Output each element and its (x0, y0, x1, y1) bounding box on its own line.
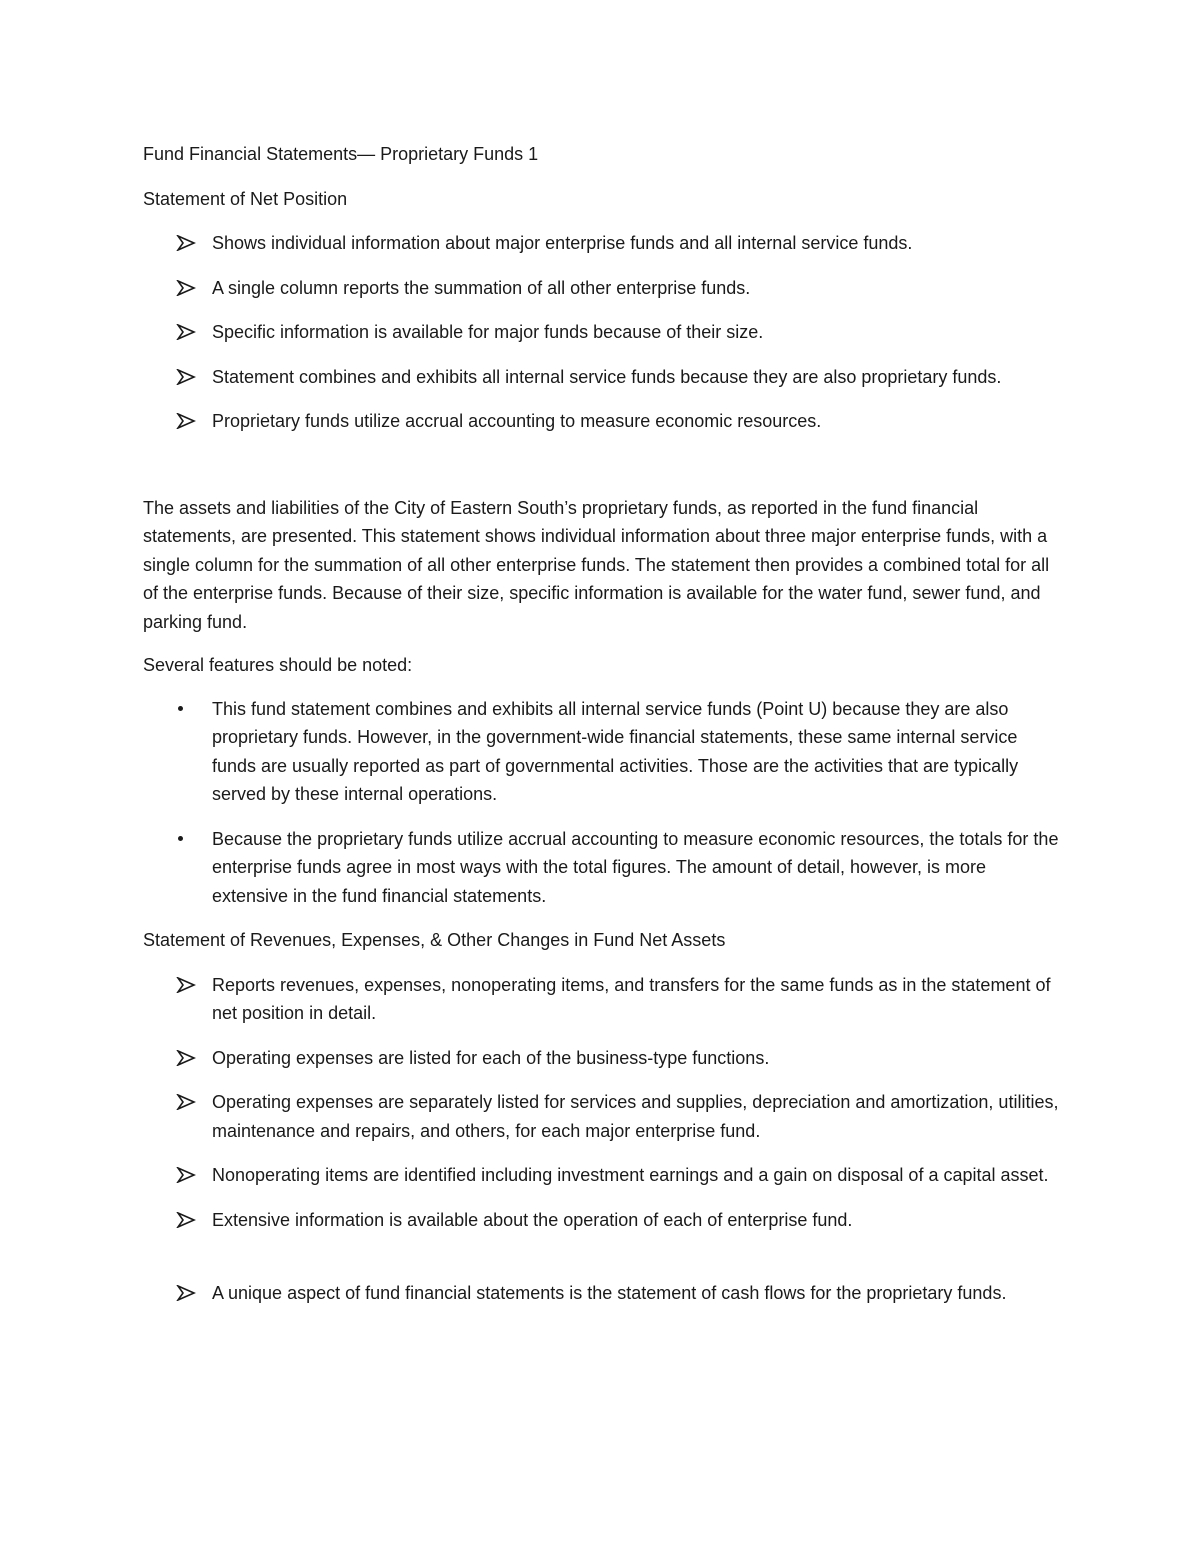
arrowhead-bullet-icon (176, 1206, 200, 1234)
list-item (143, 695, 1063, 809)
list-item-text: Operating expenses are separately listed for services and supplies, depreciation and amortization, utilities, maintenance and repairs, and others, for each major enterprise fund. (212, 1092, 1059, 1141)
dot-bullet-icon (176, 825, 200, 853)
cash-flows-bullet-list (143, 1279, 1063, 1308)
list-item (143, 825, 1063, 911)
arrowhead-bullet-icon (176, 1088, 200, 1116)
spacer (143, 1250, 1063, 1279)
list-item (143, 229, 1063, 258)
arrowhead-bullet-icon (176, 229, 200, 257)
list-item (143, 1206, 1063, 1235)
list-item-text: Operating expenses are listed for each of the business-type functions. (212, 1047, 770, 1068)
list-item (143, 1044, 1063, 1073)
list-item-text: Extensive information is available about the operation of each of enterprise fund. (212, 1209, 853, 1230)
list-item-text: Reports revenues, expenses, nonoperating items, and transfers for the same funds as in the statement of net position in detail. (212, 974, 1051, 1023)
list-item-text: Because the proprietary funds utilize accrual accounting to measure economic resources, the totals for the enterprise funds agree in most ways with the total figures. The amount of detail, however, is more extensive in the fund financial statements. (212, 828, 1059, 906)
arrowhead-bullet-icon (176, 407, 200, 435)
net-position-bullet-list (143, 229, 1063, 436)
document-page (143, 140, 1063, 1324)
list-item (143, 407, 1063, 436)
features-intro: Several features should be noted: (143, 655, 413, 675)
list-item-text: Statement combines and exhibits all internal service funds because they are also proprietary funds. (212, 366, 1002, 387)
arrowhead-bullet-icon (176, 1044, 200, 1072)
list-item (143, 363, 1063, 392)
arrowhead-bullet-icon (176, 1279, 200, 1307)
list-item-text: Shows individual information about major enterprise funds and all internal service funds. (212, 233, 913, 253)
arrowhead-bullet-icon (176, 1161, 200, 1189)
list-item-text: Nonoperating items are identified including investment earnings and a gain on disposal of a capital asset. (212, 1165, 1049, 1185)
arrowhead-bullet-icon (176, 318, 200, 346)
list-item-text: This fund statement combines and exhibits all internal service funds (Point U) because they are also proprietary funds. However, in the government-wide financial statements, these same internal service funds are usually reported as part of governmental activities. Those are the activities that are typically served by these internal operations. (212, 698, 1019, 804)
section-heading-revenues-expenses: Statement of Revenues, Expenses, & Other Changes in Fund Net Assets (143, 930, 726, 950)
list-item (143, 971, 1063, 1028)
list-item (143, 318, 1063, 347)
list-item (143, 274, 1063, 303)
dot-bullet-icon (176, 695, 200, 723)
list-item-text: Specific information is available for major funds because of their size. (212, 322, 764, 342)
body-paragraph: The assets and liabilities of the City of Eastern South’s proprietary funds, as reported in the fund financial statements, are presented. This statement shows individual information about three major enterprise funds, with a single column for the summation of all other enterprise funds. The statement then provides a combined total for all of the enterprise funds. Because of their size, specific information is available for the water fund, sewer fund, and parking fund. (143, 497, 1050, 632)
list-item-text: A single column reports the summation of all other enterprise funds. (212, 277, 751, 298)
arrowhead-bullet-icon (176, 274, 200, 302)
spacer (143, 452, 1063, 494)
list-item (143, 1161, 1063, 1190)
arrowhead-bullet-icon (176, 971, 200, 999)
revenues-bullet-list (143, 971, 1063, 1235)
document-title: Fund Financial Statements— Proprietary Funds 1 (143, 144, 539, 164)
list-item-text: Proprietary funds utilize accrual accounting to measure economic resources. (212, 411, 822, 431)
list-item (143, 1279, 1063, 1308)
section-heading-net-position: Statement of Net Position (143, 188, 348, 209)
list-item (143, 1088, 1063, 1145)
list-item-text: A unique aspect of fund financial statements is the statement of cash flows for the proprietary funds. (212, 1283, 1007, 1303)
features-bullet-list (143, 695, 1063, 911)
arrowhead-bullet-icon (176, 363, 200, 391)
